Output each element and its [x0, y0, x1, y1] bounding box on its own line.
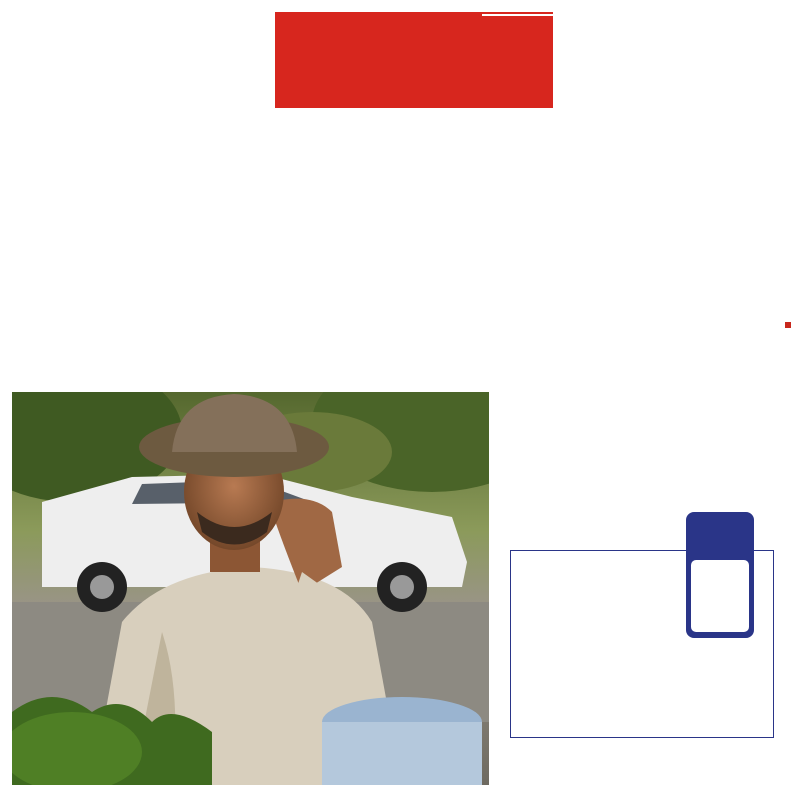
photo-illustration: [12, 392, 489, 785]
masthead-logo: [275, 12, 553, 108]
bullet-square-icon: [785, 322, 791, 328]
article-body: [505, 314, 791, 339]
photo-man-in-sun: [12, 392, 489, 785]
tagline: [482, 14, 556, 16]
uv-value: [691, 560, 749, 632]
uv-index-scale: [12, 311, 490, 383]
page-reference[interactable]: [505, 320, 791, 333]
uv-index-13-badge: [686, 512, 754, 638]
